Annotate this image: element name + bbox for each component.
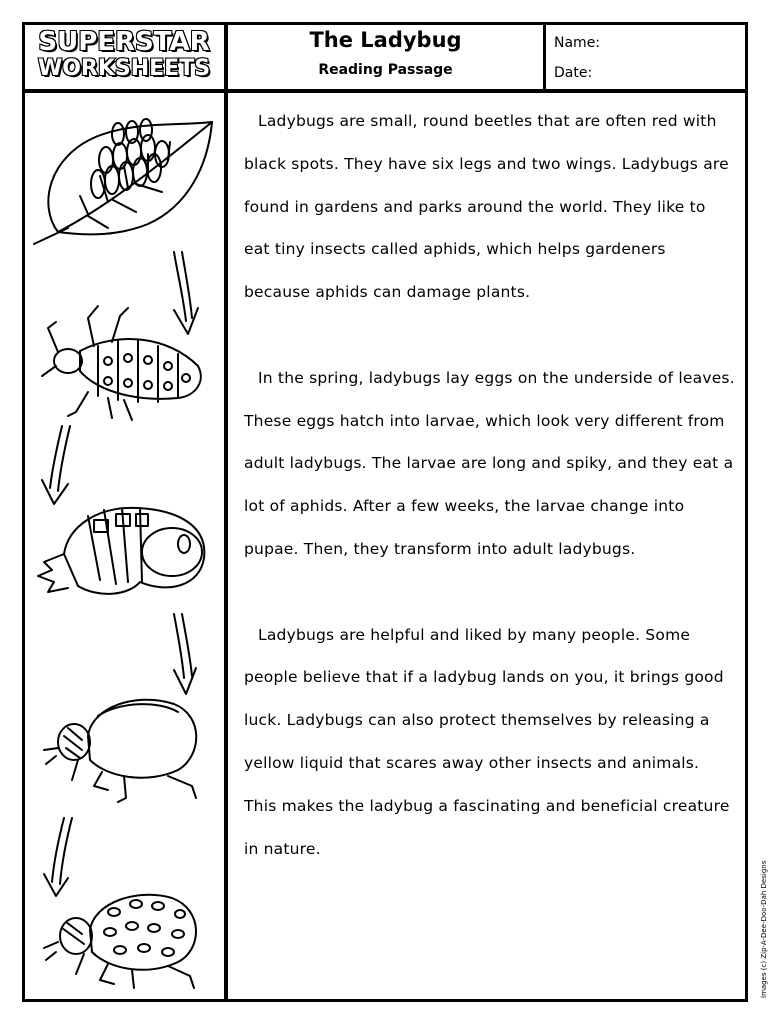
image-credit: Images (c) Zip-A-Dee-Doo-Dah Designs — [760, 860, 768, 998]
reading-passage — [244, 100, 736, 870]
paragraph-2 — [244, 357, 736, 571]
arrow-down-icon — [174, 252, 198, 334]
larva-icon — [42, 306, 201, 420]
arrow-down-icon — [44, 818, 72, 896]
spotted-ladybug-icon — [44, 895, 196, 988]
pupa-icon — [38, 508, 204, 594]
logo-line2: WORKSHEETS — [37, 56, 211, 81]
paragraph-3-text: Ladybugs are helpful and liked by many people. Some people believe that if a ladybug lands on you, it brings good luck. Ladybugs can also protect themselves by releasing a yellow liquid that scares away other insects and animals. This makes the ladybug a fascinating and beneficial creature in nature. — [244, 625, 730, 858]
arrow-down-icon — [174, 614, 196, 694]
page-title: The Ladybug — [309, 28, 462, 52]
leaf-with-eggs-icon — [34, 119, 212, 244]
paragraph-2-text: In the spring, ladybugs lay eggs on the underside of leaves. These eggs hatch into larvae, which look very different from adult ladybugs. The larvae are long and spiky, and they eat a lot of aphids. After a few weeks, the larvae change into pupae. Then, they transform into adult ladybugs. — [244, 368, 735, 558]
date-field-label: Date: — [554, 65, 593, 81]
name-field-label: Name: — [554, 35, 601, 51]
page-subtitle: Reading Passage — [318, 62, 453, 78]
header-divider — [22, 89, 748, 93]
logo-line1: SUPERSTAR — [38, 27, 210, 57]
column-divider — [224, 22, 228, 1002]
lifecycle-illustrations — [28, 96, 222, 996]
arrow-down-icon — [42, 426, 70, 504]
paragraph-1 — [244, 100, 736, 314]
superstar-logo — [28, 28, 220, 86]
paragraph-3 — [244, 614, 736, 871]
paragraph-1-text: Ladybugs are small, round beetles that are often red with black spots. They have six legs and two wings. Ladybugs are found in gardens and parks around the world. They like to eat tiny insects called aphids, which helps gardeners because aphids can damage plants. — [244, 112, 729, 302]
ladybug-icon — [44, 700, 196, 802]
header-column-divider — [543, 22, 546, 92]
